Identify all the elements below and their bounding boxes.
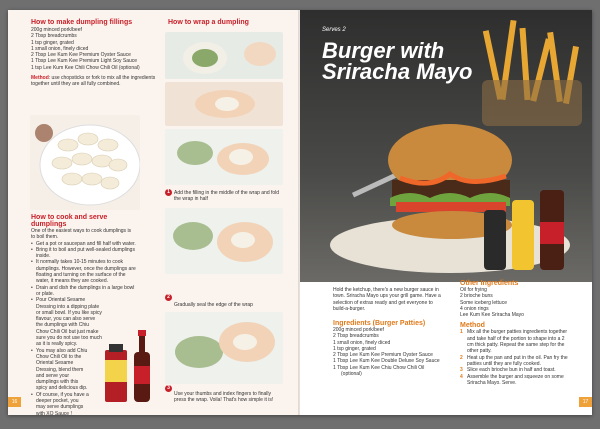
ingredient-line: 200g minced pork/beef	[333, 327, 384, 333]
ingredient-line: Oil for frying	[460, 287, 487, 293]
patties-heading: Ingredients (Burger Patties)	[333, 320, 426, 327]
recipe-title	[322, 40, 472, 82]
ingredient-line: 1 small onion, finely diced	[333, 339, 391, 346]
title-line: Burger with	[322, 38, 445, 63]
ingredient-line: 1 Tbsp Lee Kum Kee Double Deluxe Soy Sauce	[333, 358, 440, 365]
cook-bullet: • You may also add Chiu Chow Chili Oil to the Oriental Sesame Dressing, blend them and serve your dumplings with this spicy and delicious dip.	[31, 348, 89, 392]
fillings-section	[31, 19, 161, 88]
burger-hero-photo	[300, 10, 592, 282]
patties-section	[333, 320, 451, 377]
left-page	[8, 10, 300, 415]
cook-heading: How to cook and serve dumplings	[31, 214, 108, 228]
sauce-bottles-photo	[101, 328, 159, 404]
cook-intro: One of the easiest ways to cook dumplings is to boil them.	[31, 228, 132, 241]
ingredient-line: 1 tsp Lee Kum Kee Chili Chow Chili Oil (optional)	[31, 64, 140, 71]
wrap-photo-hands	[165, 82, 283, 126]
cook-bullet: • Get a pot or saucepan and fill half with water.	[31, 241, 136, 247]
patties-list	[333, 327, 451, 377]
wrap-step-text: Use your thumbs and index fingers to finally press the wrap. Voila! That's how simple it is!	[174, 391, 274, 404]
wrap-heading: How to wrap a dumpling	[168, 19, 249, 26]
cook-bullet: • Pour Oriental Sesame Dressing into a dipping plate or small bowl. If you like spicy flavour, you can also serve the dumplings with Chiu Chow Chili Oil but just make sure you do not use too much as it is really spicy.	[31, 297, 103, 347]
cook-bullet: • Of course, if you have a deeper pocket, you may serve dumplings with XO Sauce !	[31, 392, 89, 415]
ingredient-line: 200g minced pork/beef	[31, 27, 82, 33]
method-step-number: 1	[460, 329, 463, 336]
method-step-text: Mix all the burger patties ingredients together and take half of the portion to shape into a 2 cm thick patty. Repeat the same step for the other patty.	[467, 329, 568, 355]
ingredient-line: (optional)	[341, 371, 362, 378]
method-text: : use chopsticks or fork to mix all the ingredients together until they are all fully combined.	[31, 75, 156, 88]
other-list	[460, 287, 572, 318]
dumpling-plate-photo	[30, 115, 140, 210]
fillings-ingredients	[31, 27, 161, 71]
wrap-photo-step2	[165, 208, 283, 274]
method-step-number: 2	[460, 354, 463, 361]
method-step-number: 3	[460, 367, 463, 374]
ingredient-line: 2 Tbsp breadcrumbs	[333, 333, 379, 340]
other-heading: Other Ingredients	[460, 280, 519, 287]
ingredient-line: 1 small onion, finely diced	[31, 45, 89, 52]
method-step-text: Heat up the pan and put in the oil. Pan fry the patties until they are fully cooked.	[467, 354, 568, 367]
recipe-intro: Hold the ketchup, there's a new burger sauce in town. Sriracha Mayo ups your grill game. Have a selection of extras ready and get everyone to build-a-burger.	[333, 287, 441, 312]
ingredient-line: 1 tsp ginger, grated	[333, 345, 376, 352]
method-heading: Method	[460, 322, 485, 330]
ingredient-line: 2 Tbsp Lee Kum Kee Premium Oyster Sauce	[333, 352, 433, 359]
ingredient-line: 1 tsp ginger, grated	[31, 39, 74, 46]
serves-label: Serves 2	[322, 27, 346, 33]
method-label: Method	[31, 75, 49, 82]
wrap-step-text: Gradually seal the edge of the wrap	[174, 302, 253, 308]
other-section	[460, 280, 572, 386]
cook-bullet: • It normally takes 10-15 minutes to cook dumplings. However, once the dumplings are floating and turning on the surface of the water, it means they are cooked.	[31, 259, 136, 284]
ingredient-line: 2 brioche buns	[460, 293, 493, 300]
method-step-text: Assemble the burger and squeeze on some Sriracha Mayo. Serve.	[467, 373, 564, 386]
cook-bullet: • Bring it to boil and put well-sealed dumplings inside.	[31, 247, 136, 260]
ingredient-line: 1 Tbsp Lee Kum Kee Premium Light Soy Sauce	[31, 58, 138, 65]
ingredient-line: Some iceberg lettuce	[460, 299, 507, 306]
step-number: 3	[165, 385, 172, 392]
page-number: 17	[579, 397, 592, 407]
step-number: 1	[165, 189, 172, 196]
wrap-step-text: Add the filling in the middle of the wrap and fold the wrap in half	[174, 190, 280, 203]
method-step-text: Slice each brioche bun in half and toast.	[467, 367, 556, 374]
wrap-photo-filling	[165, 32, 283, 79]
right-page	[300, 10, 592, 415]
ingredient-line: 2 Tbsp breadcrumbs	[31, 33, 77, 40]
cook-bullet: • Drain and dish the dumplings in a large bowl or plate.	[31, 285, 136, 298]
ingredient-line: Lee Kum Kee Sriracha Mayo	[460, 312, 524, 319]
page-number: 16	[8, 397, 21, 407]
method-step	[460, 329, 572, 354]
fillings-heading: How to make dumpling fillings	[31, 19, 133, 26]
title-line: Sriracha Mayo	[322, 59, 473, 84]
ingredient-line: 2 Tbsp Lee Kum Kee Premium Oyster Sauce	[31, 52, 131, 59]
ingredient-line: 4 onion rings	[460, 305, 489, 312]
wrap-photo-step3	[165, 312, 283, 384]
wrap-photo-step1	[165, 129, 283, 185]
magazine-spread	[8, 10, 592, 415]
step-number: 2	[165, 294, 172, 301]
method-step-number: 4	[460, 373, 463, 380]
method-step	[460, 355, 572, 368]
fillings-method	[31, 75, 161, 88]
method-steps	[460, 329, 572, 386]
ingredient-line: 1 Tbsp Lee Kum Kee Chiu Chow Chili Oil	[333, 364, 425, 371]
method-step	[460, 374, 572, 387]
